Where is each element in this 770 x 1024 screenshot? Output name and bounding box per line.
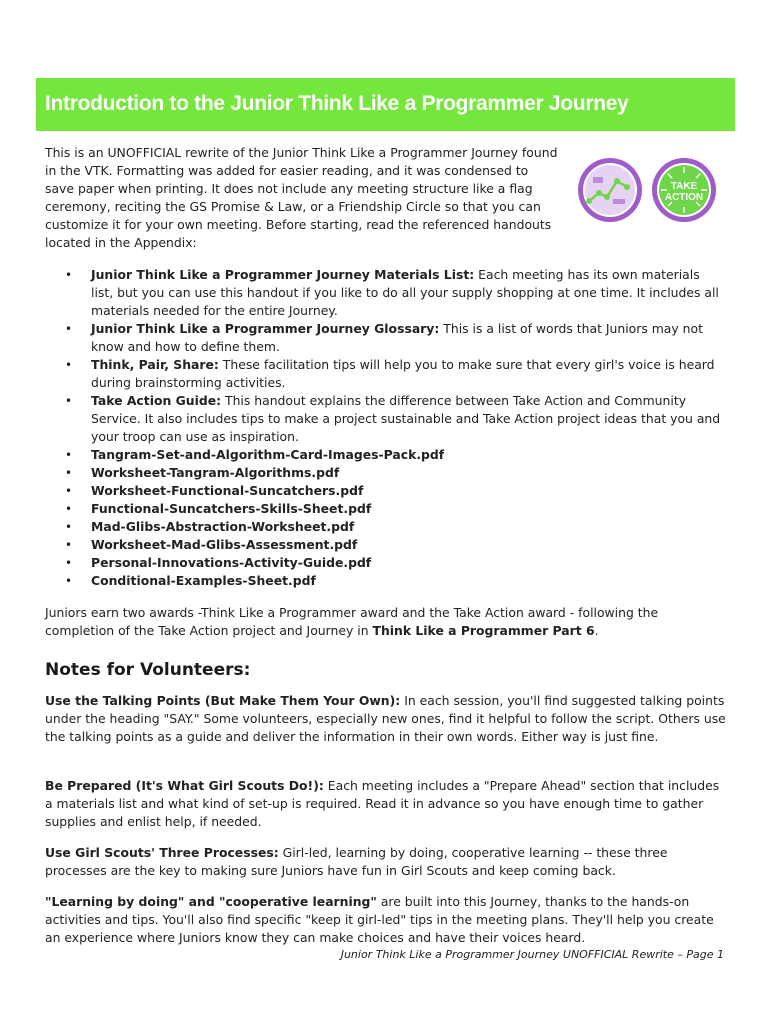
page-footer: Junior Think Like a Programmer Journey UNOFFICIAL Rewrite – Page 1 [340, 948, 724, 961]
list-item: • Worksheet-Functional-Suncatchers.pdf [45, 482, 725, 500]
list-item: • Worksheet-Mad-Glibs-Assessment.pdf [45, 536, 725, 554]
list-item: • Functional-Suncatchers-Skills-Sheet.pdf [45, 500, 725, 518]
note-three-processes: Use Girl Scouts' Three Processes: Girl-led, learning by doing, cooperative learning -- these three processes are the key to making sure Juniors have fun in Girl Scouts and keep coming back. [45, 845, 668, 878]
list-item: • Personal-Innovations-Activity-Guide.pdf [45, 554, 725, 572]
list-item: • Tangram-Set-and-Algorithm-Card-Images-Pack.pdf [45, 446, 725, 464]
list-item: • Mad-Glibs-Abstraction-Worksheet.pdf [45, 518, 725, 536]
list-item: • Junior Think Like a Programmer Journey Glossary: This is a list of words that Juniors may not know and how to define them. [45, 320, 725, 356]
list-item: • Worksheet-Tangram-Algorithms.pdf [45, 464, 725, 482]
note-be-prepared: Be Prepared (It's What Girl Scouts Do!): Each meeting includes a "Prepare Ahead" section that includes a materials list and what kind of set-up is required. Read it in advance so you have enough time to gather supplies and enlist help, if needed. [45, 778, 720, 829]
note-learning-by-doing: "Learning by doing" and "cooperative learning" are built into this Journey, thanks to the hands-on activities and tips. You'll also find specific "keep it girl-led" tips in the meeting plans. They'll help you create an experience where Juniors know they can make choices and have their voices heard. [45, 894, 714, 945]
title-banner [36, 78, 735, 131]
programmer-badge-icon [577, 157, 643, 223]
take-action-badge-text-2: ACTION [664, 192, 704, 203]
intro-section [45, 144, 560, 252]
list-item: • Think, Pair, Share: These facilitation tips will help you to make sure that every girl's voice is heard during brainstorming activities. [45, 356, 725, 392]
list-item: • Take Action Guide: This handout explains the difference between Take Action and Community Service. It also includes tips to make a project sustainable and Take Action project ideas that you and your troop can use as inspiration. [45, 392, 725, 446]
note-talking-points: Use the Talking Points (But Make Them Your Own): In each session, you'll find suggested talking points under the heading "SAY." Some volunteers, especially new ones, find it helpful to follow the script. Others use the talking points as a guide and deliver the information in their own words. Either way is just fine. [45, 693, 726, 744]
intro-text: This is an UNOFFICIAL rewrite of the Junior Think Like a Programmer Journey found in the VTK. Formatting was added for easier reading, and it was condensed to save paper when printing. It does not include any meeting structure like a flag ceremony, reciting the GS Promise & Law, or a Friendship Circle so that you can customize it for your own meeting. Before starting, read the referenced handouts located in the Appendix: [45, 145, 558, 250]
badge-group [577, 157, 717, 229]
page-title: Introduction to the Junior Think Like a Programmer Journey [45, 92, 629, 115]
list-item: • Junior Think Like a Programmer Journey Materials List: Each meeting has its own materials list, but you can use this handout if you like to do all your supply shopping at one time. It includes all materials needed for the entire Journey. [45, 266, 725, 320]
list-item: • Conditional-Examples-Sheet.pdf [45, 572, 725, 590]
take-action-badge-icon [651, 157, 717, 223]
take-action-badge-text-1: TAKE [670, 181, 698, 192]
notes-heading: Notes for Volunteers: [45, 660, 251, 680]
handout-list [45, 266, 725, 590]
awards-paragraph: Juniors earn two awards -Think Like a Programmer award and the Take Action award - following the completion of the Take Action project and Journey in Think Like a Programmer Part 6. [45, 605, 659, 638]
